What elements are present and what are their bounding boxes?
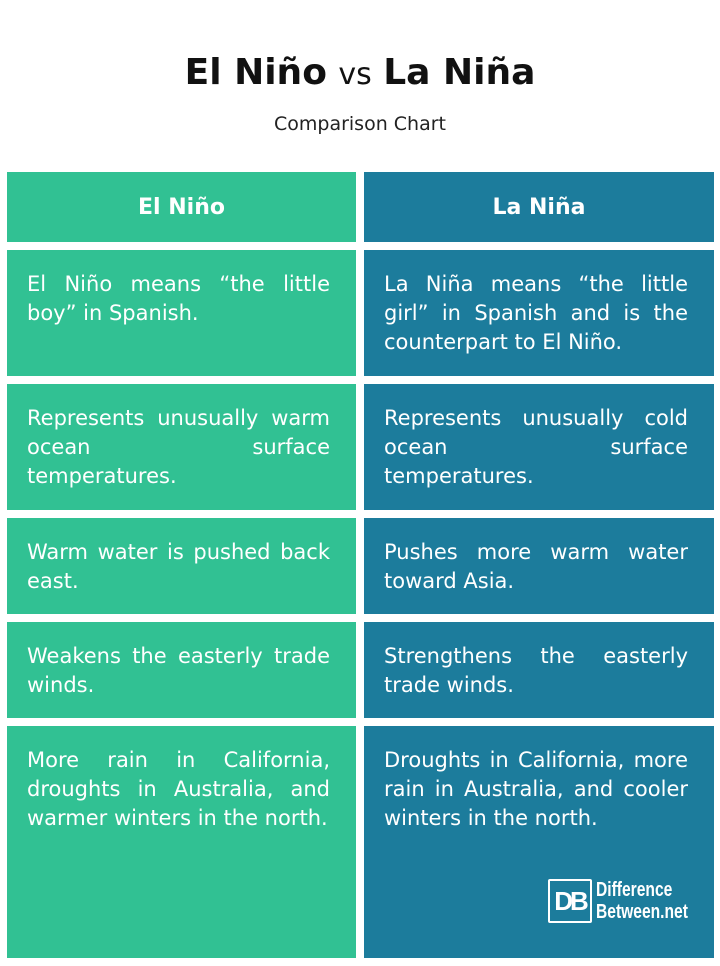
cell-el-nino-water: Warm water is pushed back east. — [7, 518, 356, 614]
title-vs: vs — [338, 57, 372, 92]
cell-la-nina-effects: Droughts in California, more rain in Australia, and cooler winters in the north. — [364, 726, 714, 958]
cell-el-nino-winds: Weakens the easterly trade winds. — [7, 622, 356, 718]
cell-la-nina-temperature: Represents unusually cold ocean surface temperatures. — [364, 384, 714, 510]
title-left: El Niño — [184, 52, 327, 93]
cell-la-nina-meaning: La Niña means “the little girl” in Spanish and is the counterpart to El Niño. — [364, 250, 714, 376]
page-title — [0, 50, 720, 98]
title-right: La Niña — [383, 52, 536, 93]
page-subtitle: Comparison Chart — [273, 113, 446, 135]
header-el-nino: El Niño — [7, 172, 356, 242]
logo-line-2: Between.net — [596, 901, 688, 923]
logo-text — [596, 879, 688, 923]
cell-el-nino-meaning: El Niño means “the little boy” in Spanish. — [7, 250, 356, 376]
cell-la-nina-winds: Strengthens the easterly trade winds. — [364, 622, 714, 718]
cell-la-nina-water: Pushes more warm water toward Asia. — [364, 518, 714, 614]
cell-el-nino-temperature: Represents unusually warm ocean surface temperatures. — [7, 384, 356, 510]
logo-line-1: Difference — [596, 879, 673, 901]
difference-between-logo — [548, 879, 714, 923]
header-la-nina: La Niña — [364, 172, 714, 242]
cell-el-nino-effects: More rain in California, droughts in Australia, and warmer winters in the north. — [7, 726, 356, 958]
logo-mark: DB — [548, 879, 592, 923]
